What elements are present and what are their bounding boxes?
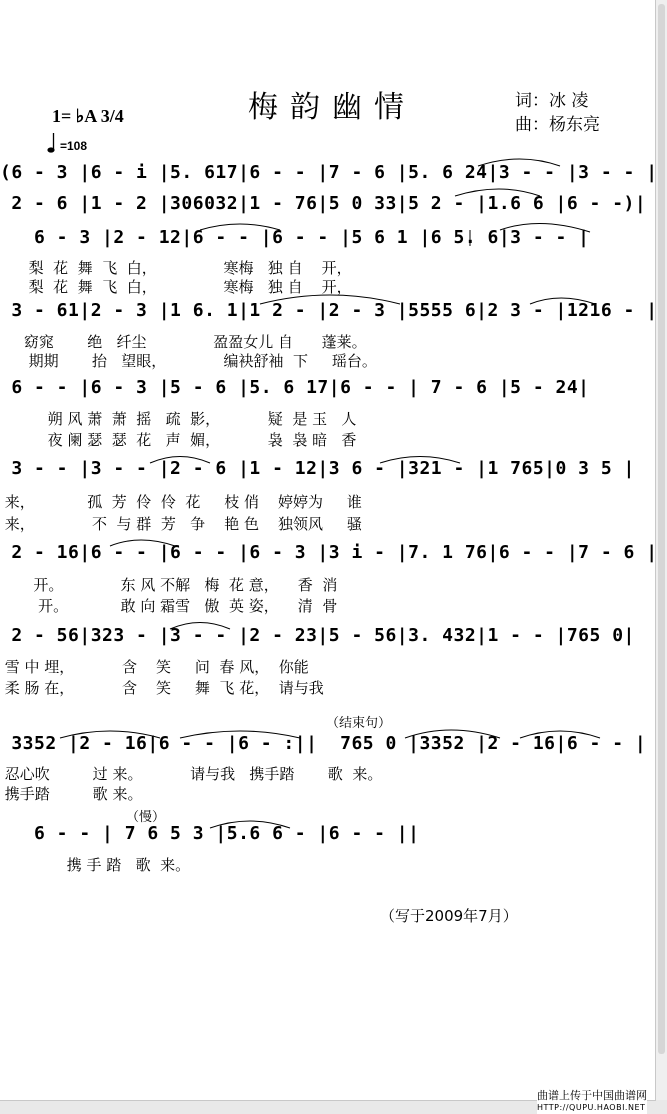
lyric-line: 窈窕 绝 纤尘 盈盈女儿 自 蓬莱。 [0,333,367,351]
notation-line-8: 2 - 56|323 - |3 - - |2 - 23|5 - 56|3. 432|1 - - |765 0| [0,625,635,646]
notation-line-3: 6 - 3 |2 - 12|6 - - |6 - - |5 6 1 |6 5. 6|3 - - | [0,227,590,248]
lyric-line: 朔 风 萧 萧 摇 疏 影， 疑 是 玉 人 [0,410,357,428]
lyric-line: 梨 花 舞 飞 白， 寒梅 独 自 开， [0,259,352,277]
composition-date: （写于2009年7月） [380,907,518,925]
site-watermark [537,1090,647,1114]
scrollbar-thumb[interactable] [658,4,665,1054]
lyric-line: 携手踏 歌 来。 [0,785,143,803]
composer-credit: 曲：杨东亮 [515,115,600,135]
lyric-line: 雪 中 埋， 含 笑 问 春 风， 你能 [0,658,309,676]
lyric-line: 梨 花 舞 飞 白， 寒梅 独 自 开， [0,278,352,296]
notation-line-5: 6 - - |6 - 3 |5 - 6 |5. 6 17|6 - - | 7 - 6 |5 - 24| [0,377,590,398]
notation-line-2: 2 - 6 |1 - 2 |306032|1 - 76|5 0 33|5 2 - |1.6 6 |6 - -)| [0,193,647,214]
notation-line-4: 3 - 61|2 - 3 |1 6. 1|1 2 - |2 - 3 |5555 6|2 3 - |1216 - | [0,300,658,321]
lyric-line: 忍心吹 过 来。 请与我 携手踏 歌 来。 [0,765,383,783]
notation-line-6: 3 - - |3 - - |2 - 6 |1 - 12|3 6 - |321 - |1 765|0 3 5 | [0,458,635,479]
lyricist-credit: 词：冰 凌 [515,91,589,111]
lyric-line: 来， 不 与 群 芳 争 艳 色 独领风 骚 [0,515,362,533]
notation-line-10: 6 - - | 7 6 5 3 |5.6 6 - |6 - - || [0,823,420,844]
key-signature: 1= ♭A 3/4 [52,106,124,126]
lyric-line: 夜 阑 瑟 瑟 花 声 媚， 袅 袅 暗 香 [0,431,357,449]
slow-marking: （慢） [126,810,166,825]
song-title: 梅韵幽情 [248,90,416,125]
lyric-line: 开。 敢 向 霜雪 傲 英 姿， 清 骨 [0,597,338,615]
notation-line-9: 3352 |2 - 16|6 - - |6 - :|| 765 0 |3352 |2 - 16|6 - - | [0,733,647,754]
lyric-line: 携 手 踏 歌 来。 [0,856,191,874]
lyric-line: 开。 东 风 不解 梅 花 意， 香 消 [0,576,338,594]
watermark-text: 曲谱上传于中国曲谱网 [537,1089,647,1102]
lyric-line: 期期 抬 望眼， 编袂舒袖 下 瑶台。 [0,352,377,370]
notation-line-1: (6 - 3 |6 - i |5. 617|6 - - |7 - 6 |5. 6 24|3 - - |3 - - | [0,162,658,183]
lyric-line: 来， 孤 芳 伶 伶 花 枝 俏 婷婷为 谁 [0,493,362,511]
ending-phrase-label: （结束句） [326,716,392,731]
watermark-url: HTTP://QUPU.HAOBI.NET [537,1103,646,1112]
lyric-line: 柔 肠 在， 含 笑 舞 飞 花， 请与我 [0,679,324,697]
tempo-marking: =108 [60,139,88,153]
notation-line-7: 2 - 16|6 - - |6 - - |6 - 3 |3 i - |7. 1 76|6 - - |7 - 6 | [0,542,658,563]
quarter-note-icon [47,132,55,154]
